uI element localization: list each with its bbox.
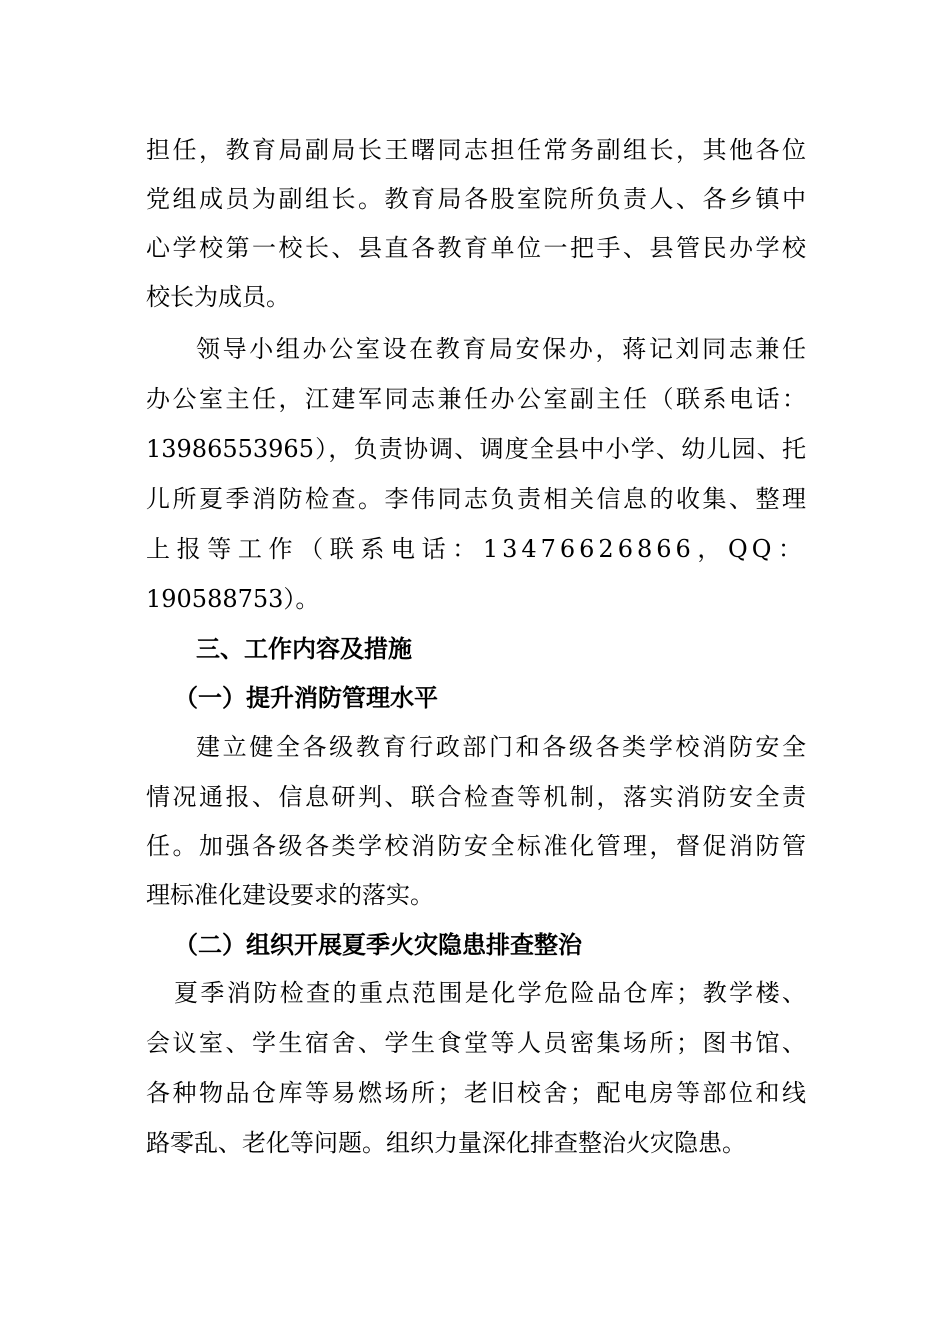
paragraph-line: 心学校第一校长、县直各教育单位一把手、县管民办学校 (146, 234, 806, 262)
paragraph-line: 夏季消防检查的重点范围是化学危险品仓库；教学楼、 (174, 979, 806, 1007)
paragraph-line: 上报等工作（联系电话：13476626866，QQ： (146, 535, 806, 563)
paragraph-line: 13986553965），负责协调、调度全县中小学、幼儿园、托 (146, 435, 806, 463)
paragraph-line: 党组成员为副组长。教育局各股室院所负责人、各乡镇中 (146, 185, 806, 213)
paragraph-line: 情况通报、信息研判、联合检查等机制，落实消防安全责 (146, 783, 806, 811)
paragraph-line: 各种物品仓库等易燃场所；老旧校舍；配电房等部位和线 (146, 1079, 806, 1107)
subsection-heading: （一）提升消防管理水平 (174, 684, 438, 712)
paragraph-line: 办公室主任，江建军同志兼任办公室副主任（联系电话： (146, 385, 806, 413)
paragraph-line: 190588753）。 (146, 585, 320, 613)
paragraph-line: 路零乱、老化等问题。组织力量深化排查整治火灾隐患。 (146, 1129, 746, 1157)
paragraph-line: 领导小组办公室设在教育局安保办，蒋记刘同志兼任 (196, 335, 806, 363)
subsection-heading: （二）组织开展夏季火灾隐患排查整治 (174, 931, 582, 959)
paragraph-line: 任。加强各级各类学校消防安全标准化管理，督促消防管 (146, 832, 806, 860)
paragraph-line: 担任，教育局副局长王曙同志担任常务副组长，其他各位 (146, 136, 806, 164)
paragraph-line: 儿所夏季消防检查。李伟同志负责相关信息的收集、整理 (146, 485, 806, 513)
paragraph-line: 会议室、学生宿舍、学生食堂等人员密集场所；图书馆、 (146, 1029, 806, 1057)
paragraph-line: 理标准化建设要求的落实。 (146, 881, 434, 909)
section-heading: 三、工作内容及措施 (196, 635, 412, 663)
paragraph-line: 建立健全各级教育行政部门和各级各类学校消防安全 (196, 733, 806, 761)
paragraph-line: 校长为成员。 (146, 283, 290, 311)
